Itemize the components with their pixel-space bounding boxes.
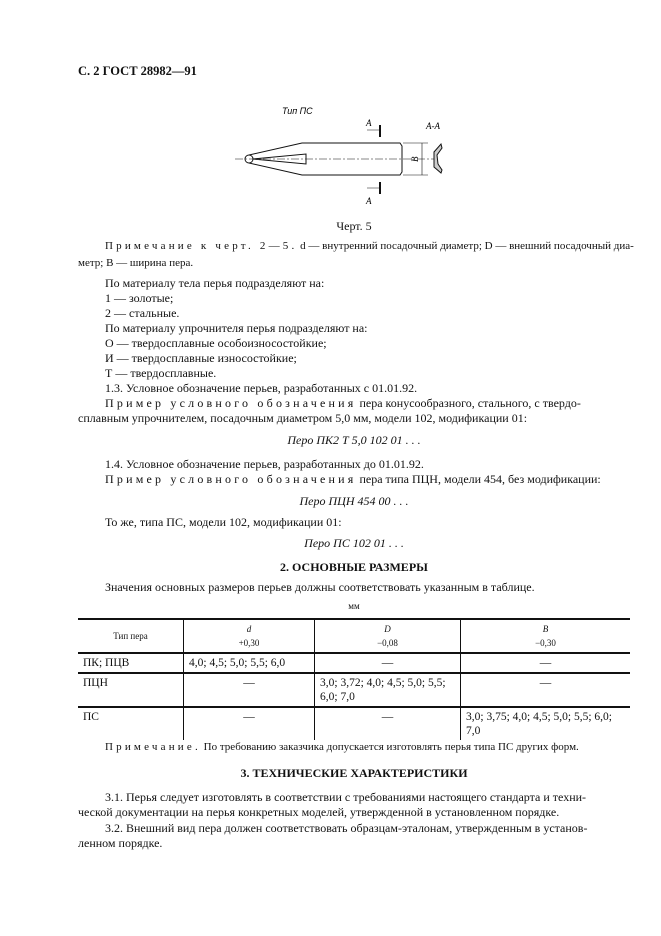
text-line: 2 — стальные.: [105, 306, 180, 320]
col-header: [315, 619, 461, 653]
text-line: 1 — золотые;: [105, 291, 174, 305]
cell: —: [184, 673, 315, 707]
text-line: Т — твердосплавные.: [105, 366, 217, 380]
table-row: [78, 707, 630, 740]
table-row: [78, 673, 630, 707]
designation-example: Перо ПС 102 01 . . .: [304, 536, 404, 550]
col-header: [78, 619, 184, 653]
figure-caption: Черт. 5: [336, 219, 372, 233]
text-line: 1.4. Условное обозначение перьев, разработанных до 01.01.92.: [105, 457, 424, 471]
text-line: 3.1. Перья следует изготовлять в соответствии с требованиями настоящего стандарта и техни-: [105, 790, 587, 804]
text-line: О — твердосплавные особоизносостойкие;: [105, 336, 327, 350]
text-line: ческой документации на перья конкретных моделей, утвержденной в установленном порядке.: [78, 805, 560, 819]
text-line: Значения основных размеров перьев должны соответствовать указанным в таблице.: [105, 580, 535, 594]
header-tolerance: +0,30: [238, 638, 260, 648]
pen-drawing: [230, 100, 460, 215]
note-text: d — внутренний посадочный диаметр; D — внешний посадочный диа-: [297, 240, 634, 252]
type-label: Тип ПС: [282, 106, 313, 116]
example-1: [105, 396, 630, 411]
col-header: [184, 619, 315, 653]
cell: ПЦН: [78, 673, 184, 707]
text-line: ленном порядке.: [78, 836, 163, 850]
note-text: По требованию заказчика допускается изготовлять перья типа ПС других форм.: [200, 741, 579, 753]
text-line: По материалу упрочнителя перья подразделяют на:: [105, 321, 368, 335]
header-text: D: [384, 624, 391, 634]
cell: ПК; ПЦВ: [83, 657, 130, 669]
unit-label: мм: [348, 601, 360, 611]
header-text: Тип пера: [113, 631, 148, 641]
note-lead: Примечание.: [105, 741, 201, 753]
cell: 4,0; 4,5; 5,0; 5,5; 6,0: [184, 653, 315, 673]
cell: —: [315, 707, 461, 740]
dimensions-table: [78, 618, 630, 740]
text-line: И — твердосплавные износостойкие;: [105, 351, 297, 365]
example-text: пера конусообразного, стального, с твердо-: [356, 396, 581, 410]
cell: —: [184, 707, 315, 740]
text-line: сплавным упрочнителем, посадочным диаметром 5,0 мм, модели 102, модификации 01:: [78, 411, 528, 425]
table-row: [78, 653, 630, 673]
example-text: пера типа ПЦН, модели 454, без модификации:: [356, 472, 601, 486]
cell: 3,0; 3,72; 4,0; 4,5; 5,0; 5,5; 6,0; 7,0: [315, 673, 461, 707]
example-lead: Пример условного обозначения: [105, 396, 357, 410]
text-line: 1.3. Условное обозначение перьев, разработанных с 01.01.92.: [105, 381, 418, 395]
note-lead: Примечание к черт. 2—5.: [105, 240, 298, 252]
section-label: А-А: [426, 121, 440, 131]
cell: —: [461, 673, 631, 707]
text-line: 3.2. Внешний вид пера должен соответствовать образцам-эталонам, утвержденным в установ-: [105, 821, 588, 835]
header-tolerance: −0,30: [535, 638, 556, 648]
example-lead: Пример условного обозначения: [105, 472, 357, 486]
note-text-2: метр; B — ширина пера.: [78, 257, 194, 269]
header-text: B: [542, 624, 549, 634]
cell: —: [461, 653, 631, 673]
header-tolerance: −0,08: [377, 638, 398, 648]
table-note: [105, 740, 630, 755]
designation-example: Перо ПК2 Т 5,0 102 01 . . .: [287, 433, 421, 447]
designation-example: Перо ПЦН 454 00 . . .: [299, 494, 409, 508]
cell: ПС: [78, 707, 184, 740]
cell: 3,0; 3,75; 4,0; 4,5; 5,0; 5,5; 6,0; 7,0: [461, 707, 631, 740]
dimension-label: В: [410, 156, 420, 162]
note-figures: [105, 239, 634, 254]
header-text: d: [246, 624, 252, 634]
section-mark-bottom: А: [366, 196, 372, 206]
page-header: С. 2 ГОСТ 28982—91: [78, 64, 197, 78]
section-mark-top: А: [366, 118, 372, 128]
example-2: [105, 472, 630, 487]
text-line: То же, типа ПС, модели 102, модификации 01:: [105, 515, 342, 529]
col-header: [461, 619, 631, 653]
text-line: По материалу тела перья подразделяют на:: [105, 276, 325, 290]
cell: —: [315, 653, 461, 673]
section-title: 3. ТЕХНИЧЕСКИЕ ХАРАКТЕРИСТИКИ: [240, 766, 468, 780]
section-title: 2. ОСНОВНЫЕ РАЗМЕРЫ: [280, 560, 428, 574]
